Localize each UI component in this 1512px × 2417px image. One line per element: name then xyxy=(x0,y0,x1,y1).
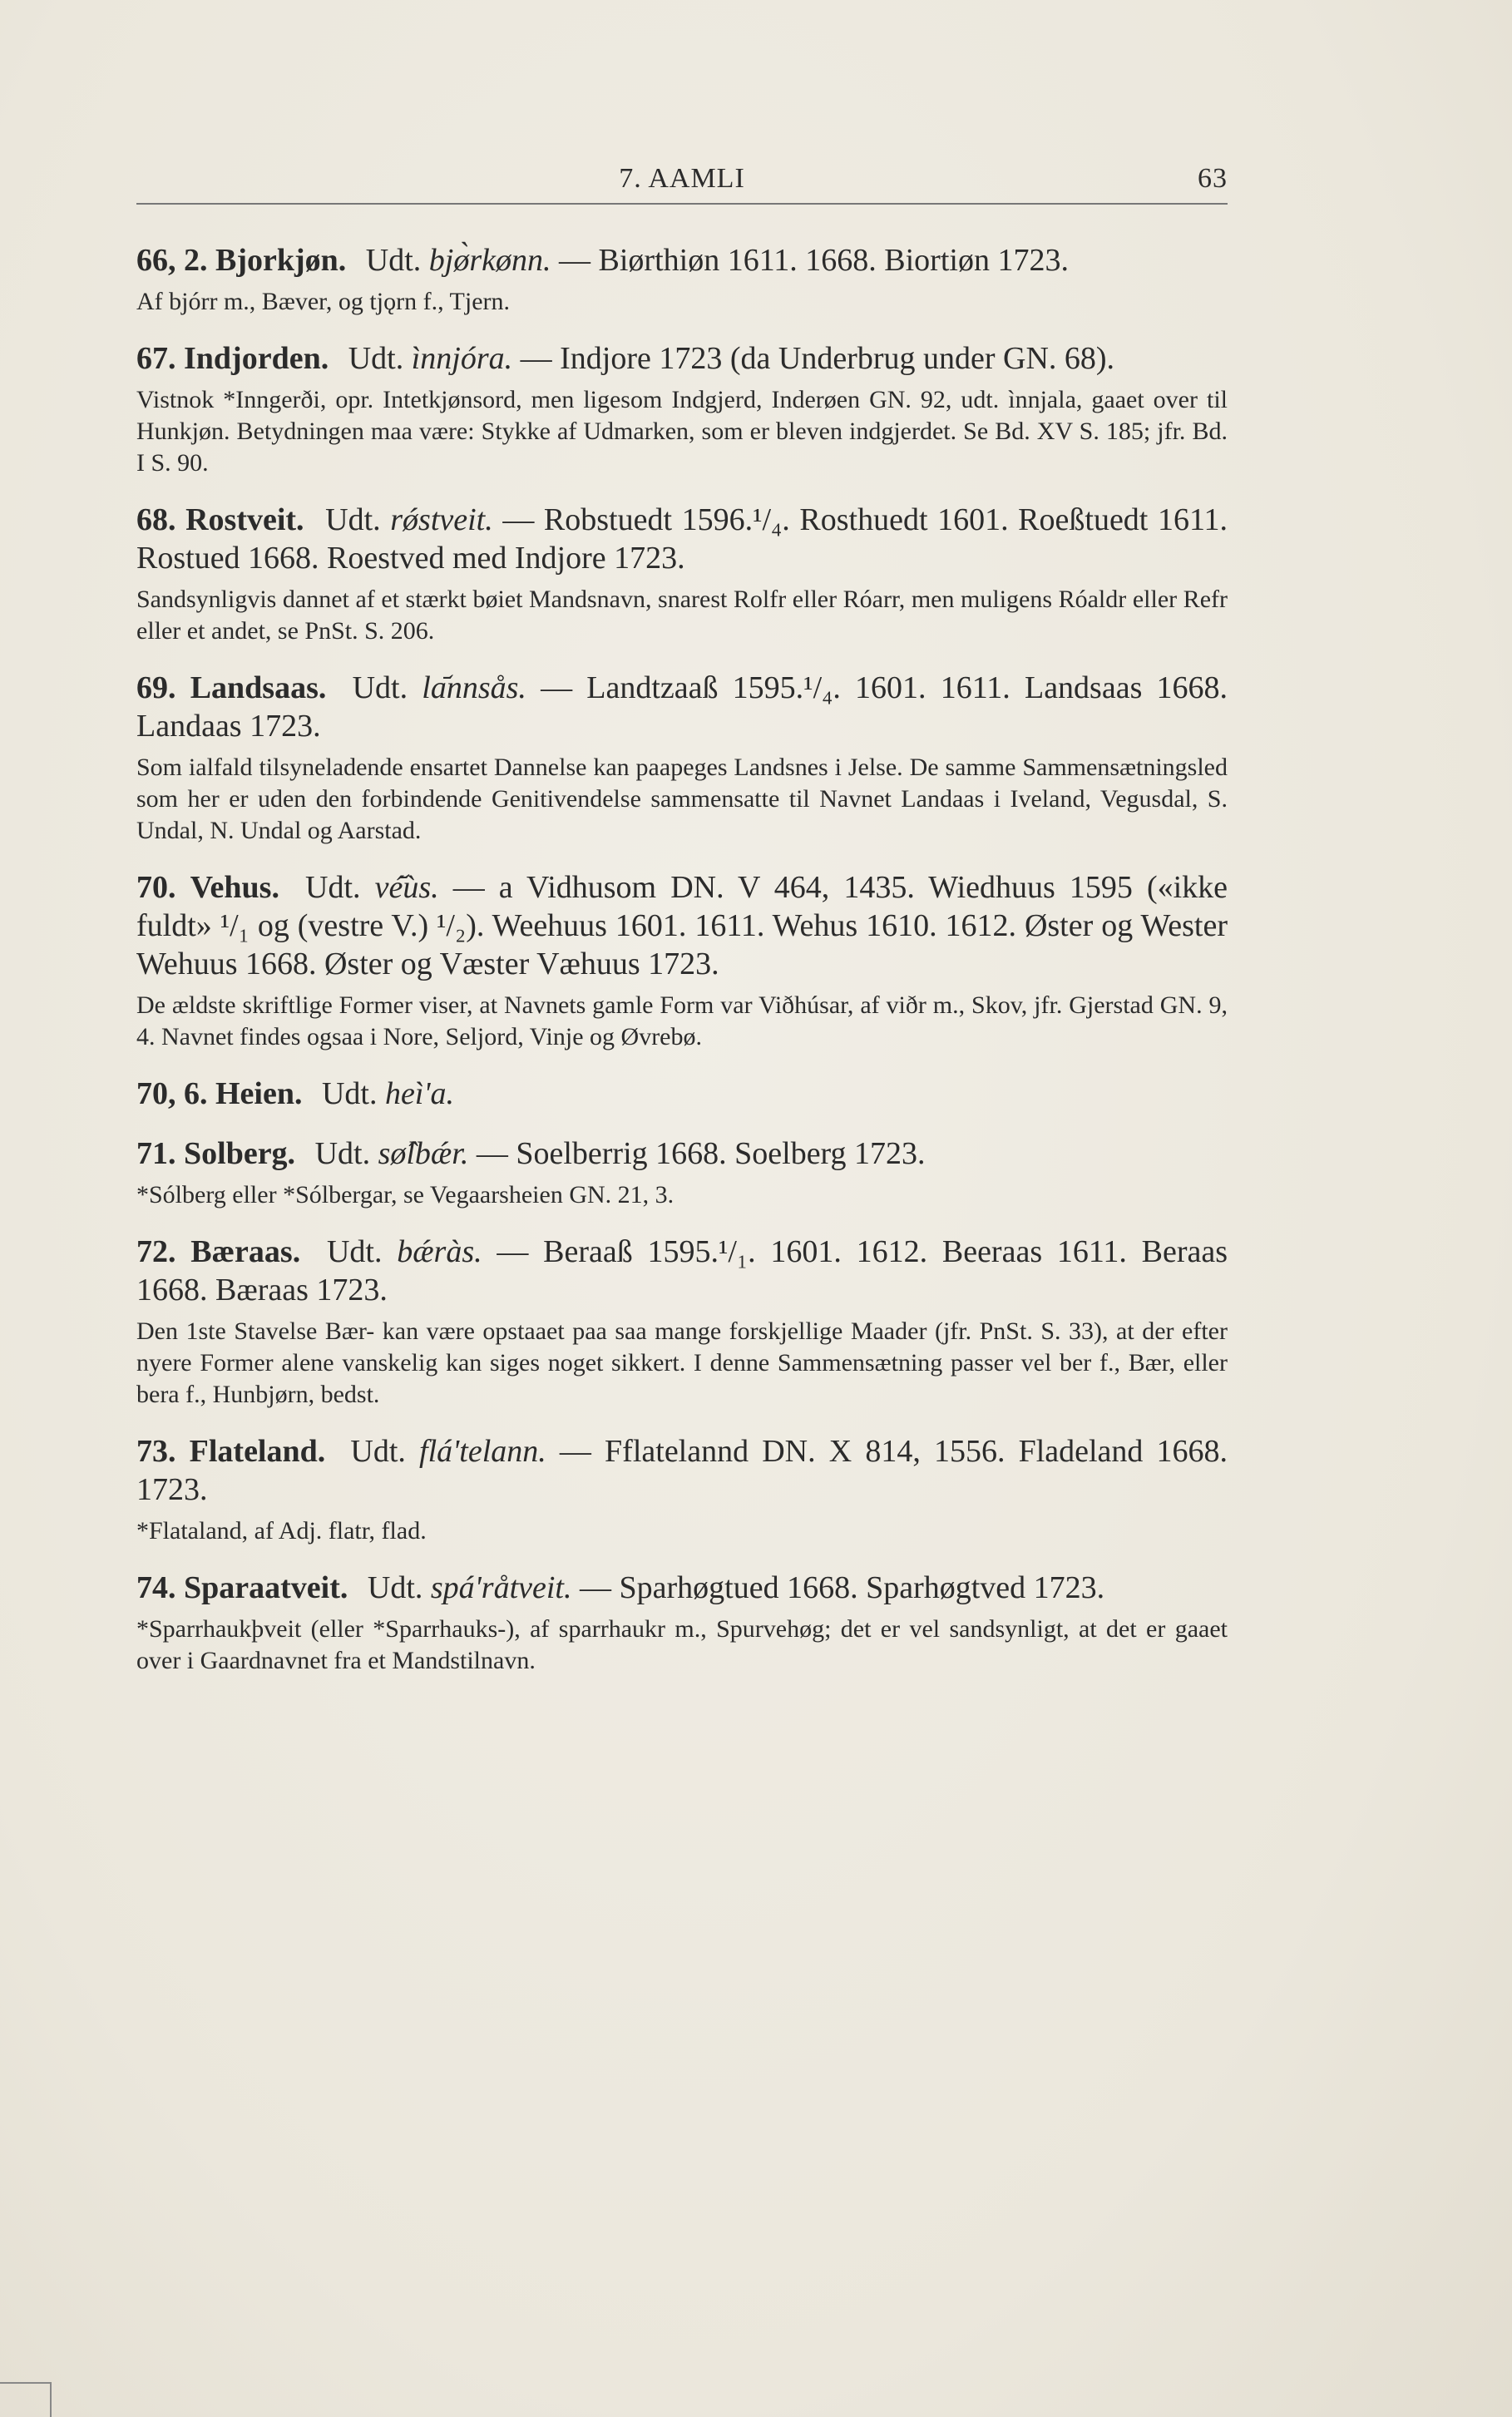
entry-number: 70, 6. xyxy=(136,1076,208,1111)
entry-74 xyxy=(136,1569,1228,1677)
udt-label: Udt. xyxy=(350,1434,406,1469)
historical-forms: — Indjore 1723 (da Underbrug under GN. 68). xyxy=(520,341,1115,376)
entry-heading xyxy=(136,1432,1228,1509)
historical-forms: — a Vidhusom DN. V 464, 1435. Wiedhuus 1595 («ikke fuldt» ¹/₁ og (vestre V.) ¹/₂). Weehuus 1601. 1611. Wehus 1610. 1612. Øster og Wester Wehuus 1668. Øster og Væster Væhuus 1723. xyxy=(136,870,1228,981)
entry-73 xyxy=(136,1432,1228,1547)
entry-number: 68. xyxy=(136,502,176,537)
running-title: 7. AAMLI xyxy=(619,163,745,194)
scan-edge-mark xyxy=(0,2382,52,2417)
udt-label: Udt. xyxy=(325,502,381,537)
entry-72 xyxy=(136,1233,1228,1411)
entry-note: Af bjórr m., Bæver, og tjǫrn f., Tjern. xyxy=(136,288,511,315)
farm-name: Flateland. xyxy=(189,1434,326,1469)
farm-name: Rostveit. xyxy=(185,502,304,537)
entry-heading xyxy=(136,241,1228,279)
entry-note: Den 1ste Stavelse Bær- kan være opstaaet paa saa mange forskjellige Maader (jfr. PnSt. S. 33), at der efter nyere Former alene vanskelig kan siges noget sikkert. I denne Sammensætning passer vel ber f., Bær, eller bera f., Hunbjørn, bedst. xyxy=(136,1317,1228,1408)
entry-heading xyxy=(136,1075,1228,1113)
pronunciation: spá'råtveit. xyxy=(430,1570,572,1605)
historical-forms: — Soelberrig 1668. Soelberg 1723. xyxy=(476,1136,926,1171)
farm-name: Indjorden. xyxy=(184,341,329,376)
header-rule xyxy=(136,203,1228,205)
pronunciation: sø̂lbǽr. xyxy=(378,1136,469,1171)
entry-71 xyxy=(136,1134,1228,1211)
historical-forms: — Sparhøgtued 1668. Sparhøgtved 1723. xyxy=(579,1570,1105,1605)
entry-note: Sandsynligvis dannet af et stærkt bøiet Mandsnavn, snarest Rolfr eller Róarr, men muligens Róaldr eller Refr eller et andet, se PnSt. S. 206. xyxy=(136,586,1228,645)
page-header xyxy=(136,156,1228,206)
entry-66-2 xyxy=(136,241,1228,318)
historical-forms: — Robstuedt 1596.¹/₄. Rosthuedt 1601. Roeßtuedt 1611. Rostued 1668. Roestved med Indjore 1723. xyxy=(136,502,1228,576)
page-number: 63 xyxy=(1198,163,1228,194)
udt-label: Udt. xyxy=(326,1234,383,1269)
pronunciation: rǿstveit. xyxy=(390,502,493,537)
udt-label: Udt. xyxy=(352,670,408,705)
farm-name: Sparaatveit. xyxy=(184,1570,348,1605)
entry-number: 72. xyxy=(136,1234,176,1269)
pronunciation: ìnnjóra. xyxy=(411,341,513,376)
entry-70 xyxy=(136,868,1228,1053)
pronunciation: flá'telann. xyxy=(419,1434,546,1469)
entry-heading xyxy=(136,501,1228,577)
entry-heading xyxy=(136,1134,1228,1173)
historical-forms: — Fflatelannd DN. X 814, 1556. Fladeland 1668. 1723. xyxy=(136,1434,1228,1507)
historical-forms: — Biørthiøn 1611. 1668. Biortiøn 1723. xyxy=(559,243,1069,278)
entry-heading xyxy=(136,868,1228,983)
entry-heading xyxy=(136,339,1228,378)
entry-68 xyxy=(136,501,1228,647)
entry-note: *Sparrhaukþveit (eller *Sparrhauks-), af sparrhaukr m., Spurvehøg; det er vel sandsynligt, at det er gaaet over i Gaardnavnet fra et Mandstilnavn. xyxy=(136,1615,1228,1674)
udt-label: Udt. xyxy=(367,1570,423,1605)
pronunciation: heì'a. xyxy=(384,1076,455,1111)
farm-name: Heien. xyxy=(215,1076,303,1111)
entry-note: *Flataland, af Adj. flatr, flad. xyxy=(136,1517,427,1545)
entry-note: De ældste skriftlige Former viser, at Navnets gamle Form var Viðhúsar, af viðr m., Skov, jfr. Gjerstad GN. 9, 4. Navnet findes ogsaa i Nore, Seljord, Vinje og Øvrebø. xyxy=(136,991,1228,1050)
entry-70-6 xyxy=(136,1075,1228,1113)
udt-label: Udt. xyxy=(305,870,361,905)
udt-label: Udt. xyxy=(365,243,422,278)
pronunciation: vé᷄ùs. xyxy=(374,870,439,905)
farm-name: Vehus. xyxy=(190,870,279,905)
entry-number: 66, 2. xyxy=(136,243,208,278)
entry-number: 73. xyxy=(136,1434,176,1469)
farm-name: Bæraas. xyxy=(190,1234,301,1269)
entry-heading xyxy=(136,1233,1228,1309)
entry-heading xyxy=(136,1569,1228,1607)
udt-label: Udt. xyxy=(321,1076,378,1111)
entry-number: 74. xyxy=(136,1570,176,1605)
farm-name: Landsaas. xyxy=(190,670,327,705)
entry-note: Som ialfald tilsyneladende ensartet Dannelse kan paapeges Landsnes i Jelse. De samme Sammensætningsled som her er uden den forbindende Genitivendelse sammensatte til Navnet Landaas i Iveland, Vegusdal, S. Undal, N. Undal og Aarstad. xyxy=(136,754,1228,844)
historical-forms: — Beraaß 1595.¹/₁. 1601. 1612. Beeraas 1611. Beraas 1668. Bæraas 1723. xyxy=(136,1234,1228,1307)
page-body xyxy=(136,241,1228,1677)
entry-heading xyxy=(136,669,1228,745)
entry-69 xyxy=(136,669,1228,847)
entry-note: *Sólberg eller *Sólbergar, se Vegaarsheien GN. 21, 3. xyxy=(136,1181,674,1208)
udt-label: Udt. xyxy=(314,1136,371,1171)
entry-number: 71. xyxy=(136,1136,176,1171)
pronunciation: bǽràs. xyxy=(397,1234,482,1269)
farm-name: Bjorkjøn. xyxy=(215,243,347,278)
entry-number: 70. xyxy=(136,870,176,905)
entry-number: 69. xyxy=(136,670,176,705)
historical-forms: — Landtzaaß 1595.¹/₄. 1601. 1611. Landsaas 1668. Landaas 1723. xyxy=(136,670,1228,744)
entry-67 xyxy=(136,339,1228,479)
pronunciation: la᷄nnsås. xyxy=(422,670,526,705)
entry-number: 67. xyxy=(136,341,176,376)
pronunciation: bjø̀rkønn. xyxy=(428,243,551,278)
entry-note: Vistnok *Inngerði, opr. Intetkjønsord, men ligesom Indgjerd, Inderøen GN. 92, udt. ìnnjala, gaaet over til Hunkjøn. Betydningen maa være: Stykke af Udmarken, som er bleven indgjerdet. Se Bd. XV S. 185; jfr. Bd. I S. 90. xyxy=(136,386,1228,477)
udt-label: Udt. xyxy=(348,341,404,376)
farm-name: Solberg. xyxy=(184,1136,296,1171)
